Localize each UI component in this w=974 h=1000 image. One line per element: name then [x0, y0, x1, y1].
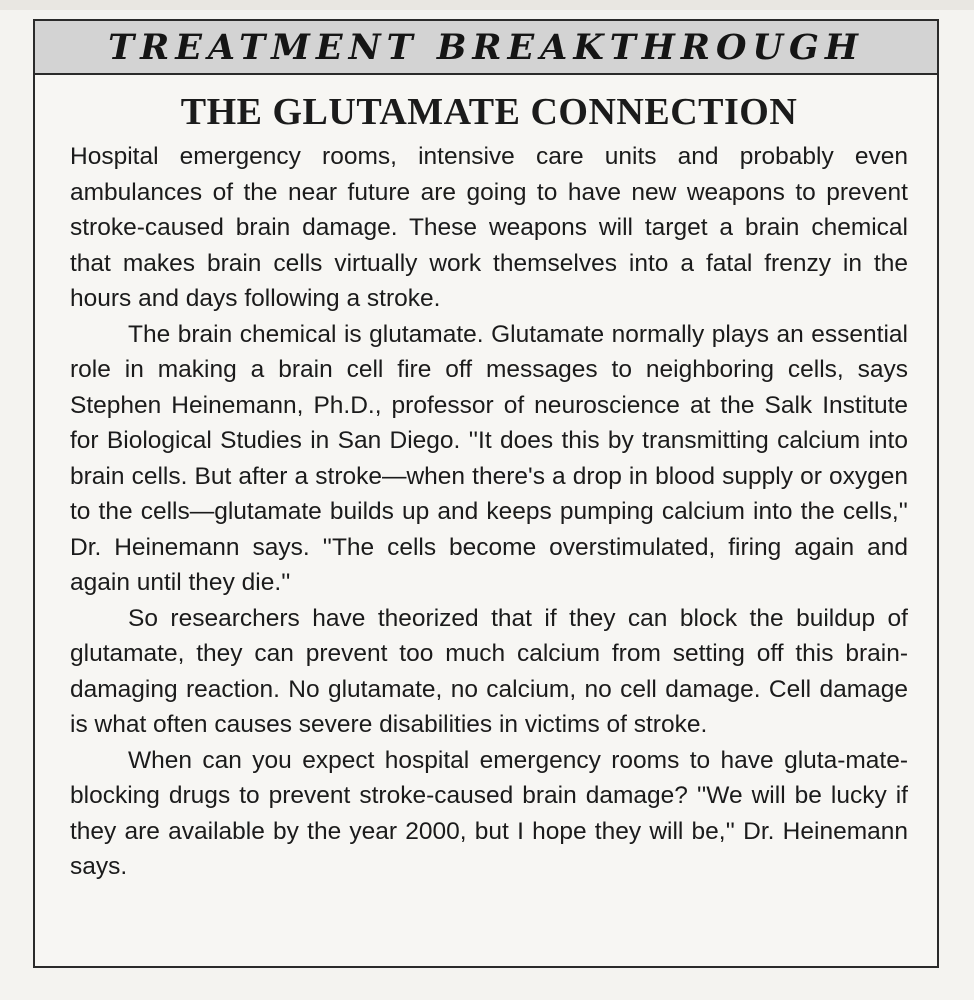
banner-title: TREATMENT BREAKTHROUGH: [108, 26, 864, 68]
article-paragraph-2: The brain chemical is glutamate. Glutamate normally plays an essential role in making a brain cell fire off messages to neighboring cells, says Stephen Heinemann, Ph.D., professor of neuroscience at the Salk Institute for Biological Studies in San Diego. ''It does this by transmitting calcium into brain cells. But after a stroke—when there's a drop in blood supply or oxygen to the cells—glutamate builds up and keeps pumping calcium into the cells,'' Dr. Heinemann says. ''The cells become overstimulated, firing again and again until they die.'': [70, 320, 908, 596]
page-top-edge: [0, 0, 974, 10]
article-paragraph-1: Hospital emergency rooms, intensive care units and probably even ambulances of the near future are going to have new weapons to prevent stroke-caused brain damage. These weapons will target a brain chemical that makes brain cells virtually work themselves into a fatal frenzy in the hours and days following a stroke.: [70, 143, 908, 312]
article-body: [35, 75, 937, 885]
article-paragraph-4: When can you expect hospital emergency rooms to have gluta-mate-blocking drugs to prevent stroke-caused brain damage? ''We will be lucky if they are available by the year 2000, but I hope they will be,'' Dr. Heinemann says.: [70, 746, 908, 880]
article-headline: THE GLUTAMATE CONNECTION: [180, 91, 798, 133]
article-paragraph-3: So researchers have theorized that if they can block the buildup of glutamate, they can prevent too much calcium from setting off this brain-damaging reaction. No glutamate, no calcium, no cell damage. Cell damage is what often causes severe disabilities in victims of stroke.: [70, 604, 908, 738]
sidebar-box: [33, 19, 939, 968]
section-banner: [35, 21, 937, 75]
